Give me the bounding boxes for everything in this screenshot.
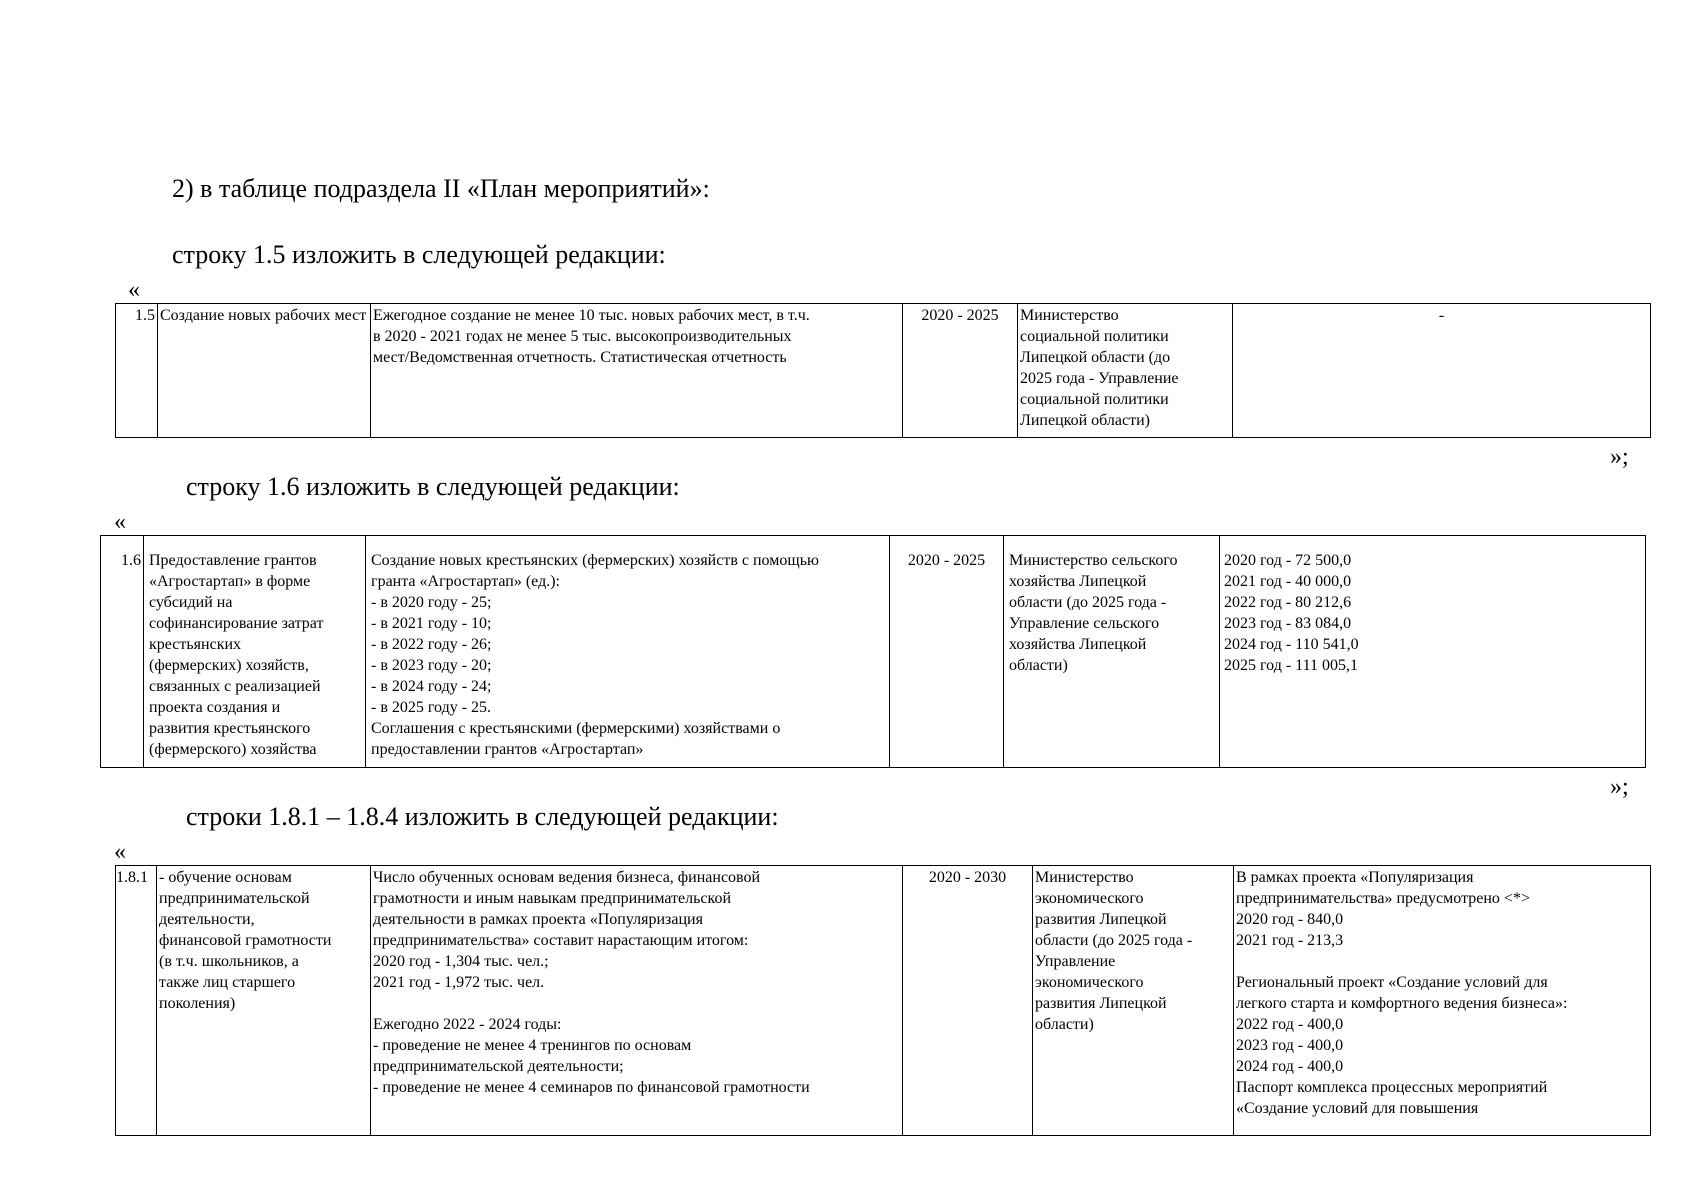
text-line: - в 2021 году - 10; xyxy=(371,615,492,632)
text-line: - в 2025 году - 25. xyxy=(371,699,492,716)
text-line: Создание новых крестьянских (фермерских) хозяйств с помощью xyxy=(371,552,819,569)
table-row-1-6 xyxy=(100,535,1646,768)
text-line: Управление сельского xyxy=(1009,615,1160,632)
text-line: поколения) xyxy=(159,995,236,1012)
text-line: - проведение не менее 4 тренингов по основам xyxy=(373,1037,692,1054)
text-line: предпринимательства» предусмотрено <*> xyxy=(1236,890,1530,907)
opening-quote: « xyxy=(114,509,126,535)
row-number: 1.6 xyxy=(101,536,144,768)
text-line: 2021 год - 213,3 xyxy=(1236,932,1344,949)
text-line: связанных с реализацией xyxy=(149,678,321,695)
text-line: проекта создания и xyxy=(149,699,281,716)
text-line: деятельности, xyxy=(159,911,255,928)
text-line: софинансирование затрат xyxy=(149,615,324,632)
indicator-cell xyxy=(366,536,890,768)
text-line: предпринимательской деятельности; xyxy=(373,1058,624,1075)
text-line: - обучение основам xyxy=(159,869,292,886)
table-row xyxy=(101,536,1646,768)
blank-line xyxy=(373,993,900,1014)
text-line: области (до 2025 года - xyxy=(1009,594,1167,611)
intro-heading: 2) в таблице подраздела II «План мероприятий»: xyxy=(172,174,710,203)
text-line: грамотности и иным навыкам предпринимательской xyxy=(373,890,732,907)
text-line: Региональный проект «Создание условий для xyxy=(1236,974,1548,991)
funding-cell xyxy=(1220,536,1646,768)
funding-cell xyxy=(1234,866,1651,1136)
text-line: области) xyxy=(1035,1016,1094,1033)
blank-line xyxy=(1236,951,1648,972)
text-line: 2022 год - 80 212,6 xyxy=(1224,594,1352,611)
table-row-1-5 xyxy=(115,303,1651,438)
text-line: 2020 год - 72 500,0 xyxy=(1224,552,1352,569)
text-line: деятельности в рамках проекта «Популяризация xyxy=(373,911,703,928)
text-line: Липецкой области (до xyxy=(1020,349,1171,366)
text-line: экономического xyxy=(1035,890,1144,907)
text-line: 2023 год - 400,0 xyxy=(1236,1037,1344,1054)
executor-cell xyxy=(1033,866,1234,1136)
text-line: крестьянских xyxy=(149,636,242,653)
text-line: хозяйства Липецкой xyxy=(1009,636,1147,653)
text-line: «Агростартап» в форме xyxy=(149,573,311,590)
text-line: Министерство xyxy=(1020,307,1119,324)
text-line: (фермерских) хозяйств, xyxy=(149,657,309,674)
text-line: субсидий на xyxy=(149,594,233,611)
table-row xyxy=(116,304,1651,438)
opening-quote: « xyxy=(128,277,140,303)
funding-cell: - xyxy=(1233,304,1651,438)
text-line: 2024 год - 400,0 xyxy=(1236,1058,1344,1075)
text-line: 2025 год - 111 005,1 xyxy=(1224,657,1358,674)
text-line: Соглашения с крестьянскими (фермерскими) хозяйствами о xyxy=(371,720,781,737)
text-line: 2023 год - 83 084,0 xyxy=(1224,615,1352,632)
text-line: развития крестьянского xyxy=(149,720,311,737)
period-cell: 2020 - 2030 xyxy=(903,866,1033,1136)
text-line: мест/Ведомственная отчетность. Статистическая отчетность xyxy=(373,349,787,366)
indicator-cell xyxy=(371,866,903,1136)
table-row xyxy=(116,866,1651,1136)
text-line: Предоставление грантов xyxy=(149,552,317,569)
period-cell: 2020 - 2025 xyxy=(890,536,1004,768)
text-line: также лиц старшего xyxy=(159,974,296,991)
text-line: социальной политики xyxy=(1020,391,1169,408)
text-line: Министерство xyxy=(1035,869,1134,886)
text-line: - в 2020 году - 25; xyxy=(371,594,492,611)
row-number: 1.5 xyxy=(116,304,158,438)
text-line: - в 2024 году - 24; xyxy=(371,678,492,695)
text-line: В рамках проекта «Популяризация xyxy=(1236,869,1474,886)
closing-quote: »; xyxy=(1610,774,1629,800)
text-line: области) xyxy=(1009,657,1068,674)
text-line: - проведение не менее 4 семинаров по финансовой грамотности xyxy=(373,1079,810,1096)
opening-quote: « xyxy=(114,839,126,865)
event-name xyxy=(144,536,366,768)
text-line: гранта «Агростартап» (ед.): xyxy=(371,573,560,590)
text-line: Паспорт комплекса процессных мероприятий xyxy=(1236,1079,1548,1096)
text-line: предпринимательства» составит нарастающим итогом: xyxy=(373,932,749,949)
text-line: Липецкой области) xyxy=(1020,412,1150,429)
closing-quote: »; xyxy=(1610,444,1629,470)
table-row-1-8-1 xyxy=(115,865,1651,1136)
text-line: предоставлении грантов «Агростартап» xyxy=(371,741,644,758)
text-line: финансовой грамотности xyxy=(159,932,332,949)
section-heading-1-8: строки 1.8.1 – 1.8.4 изложить в следующей редакции: xyxy=(186,802,779,831)
text-line: (в т.ч. школьников, а xyxy=(159,953,299,970)
text-line: Ежегодно 2022 - 2024 годы: xyxy=(373,1016,562,1033)
text-line: 2020 год - 840,0 xyxy=(1236,911,1344,928)
text-line: Управление xyxy=(1035,953,1116,970)
text-line: хозяйства Липецкой xyxy=(1009,573,1147,590)
text-line: 2021 год - 40 000,0 xyxy=(1224,573,1352,590)
text-line: 2025 года - Управление xyxy=(1020,370,1179,387)
section-heading-1-6: строку 1.6 изложить в следующей редакции: xyxy=(186,472,680,501)
executor-cell xyxy=(1018,304,1233,438)
text-line: Число обученных основам ведения бизнеса, финансовой xyxy=(373,869,761,886)
text-line: 2024 год - 110 541,0 xyxy=(1224,636,1359,653)
indicator-cell xyxy=(371,304,903,438)
text-line: области (до 2025 года - xyxy=(1035,932,1193,949)
row-number: 1.8.1 xyxy=(116,866,157,1136)
text-line: - в 2023 году - 20; xyxy=(371,657,492,674)
text-line: развития Липецкой xyxy=(1035,911,1167,928)
text-line: - в 2022 году - 26; xyxy=(371,636,492,653)
text-line: экономического xyxy=(1035,974,1144,991)
text-line: развития Липецкой xyxy=(1035,995,1167,1012)
text-line: предпринимательской xyxy=(159,890,310,907)
text-line: 2021 год - 1,972 тыс. чел. xyxy=(373,974,545,991)
section-heading-1-5: строку 1.5 изложить в следующей редакции: xyxy=(172,240,666,269)
event-name xyxy=(157,866,371,1136)
text-line: «Создание условий для повышения xyxy=(1236,1100,1479,1117)
text-line: Министерство сельского xyxy=(1009,552,1178,569)
text-line: 2020 год - 1,304 тыс. чел.; xyxy=(373,953,549,970)
text-line: легкого старта и комфортного ведения бизнеса»: xyxy=(1236,995,1568,1012)
text-line: в 2020 - 2021 годах не менее 5 тыс. высокопроизводительных xyxy=(373,328,792,345)
period-cell: 2020 - 2025 xyxy=(903,304,1018,438)
executor-cell xyxy=(1004,536,1220,768)
text-line: социальной политики xyxy=(1020,328,1169,345)
text-line: (фермерского) хозяйства xyxy=(149,741,317,758)
text-line: 2022 год - 400,0 xyxy=(1236,1016,1344,1033)
text-line: Ежегодное создание не менее 10 тыс. новых рабочих мест, в т.ч. xyxy=(373,307,810,324)
event-name: Создание новых рабочих мест xyxy=(158,304,371,438)
